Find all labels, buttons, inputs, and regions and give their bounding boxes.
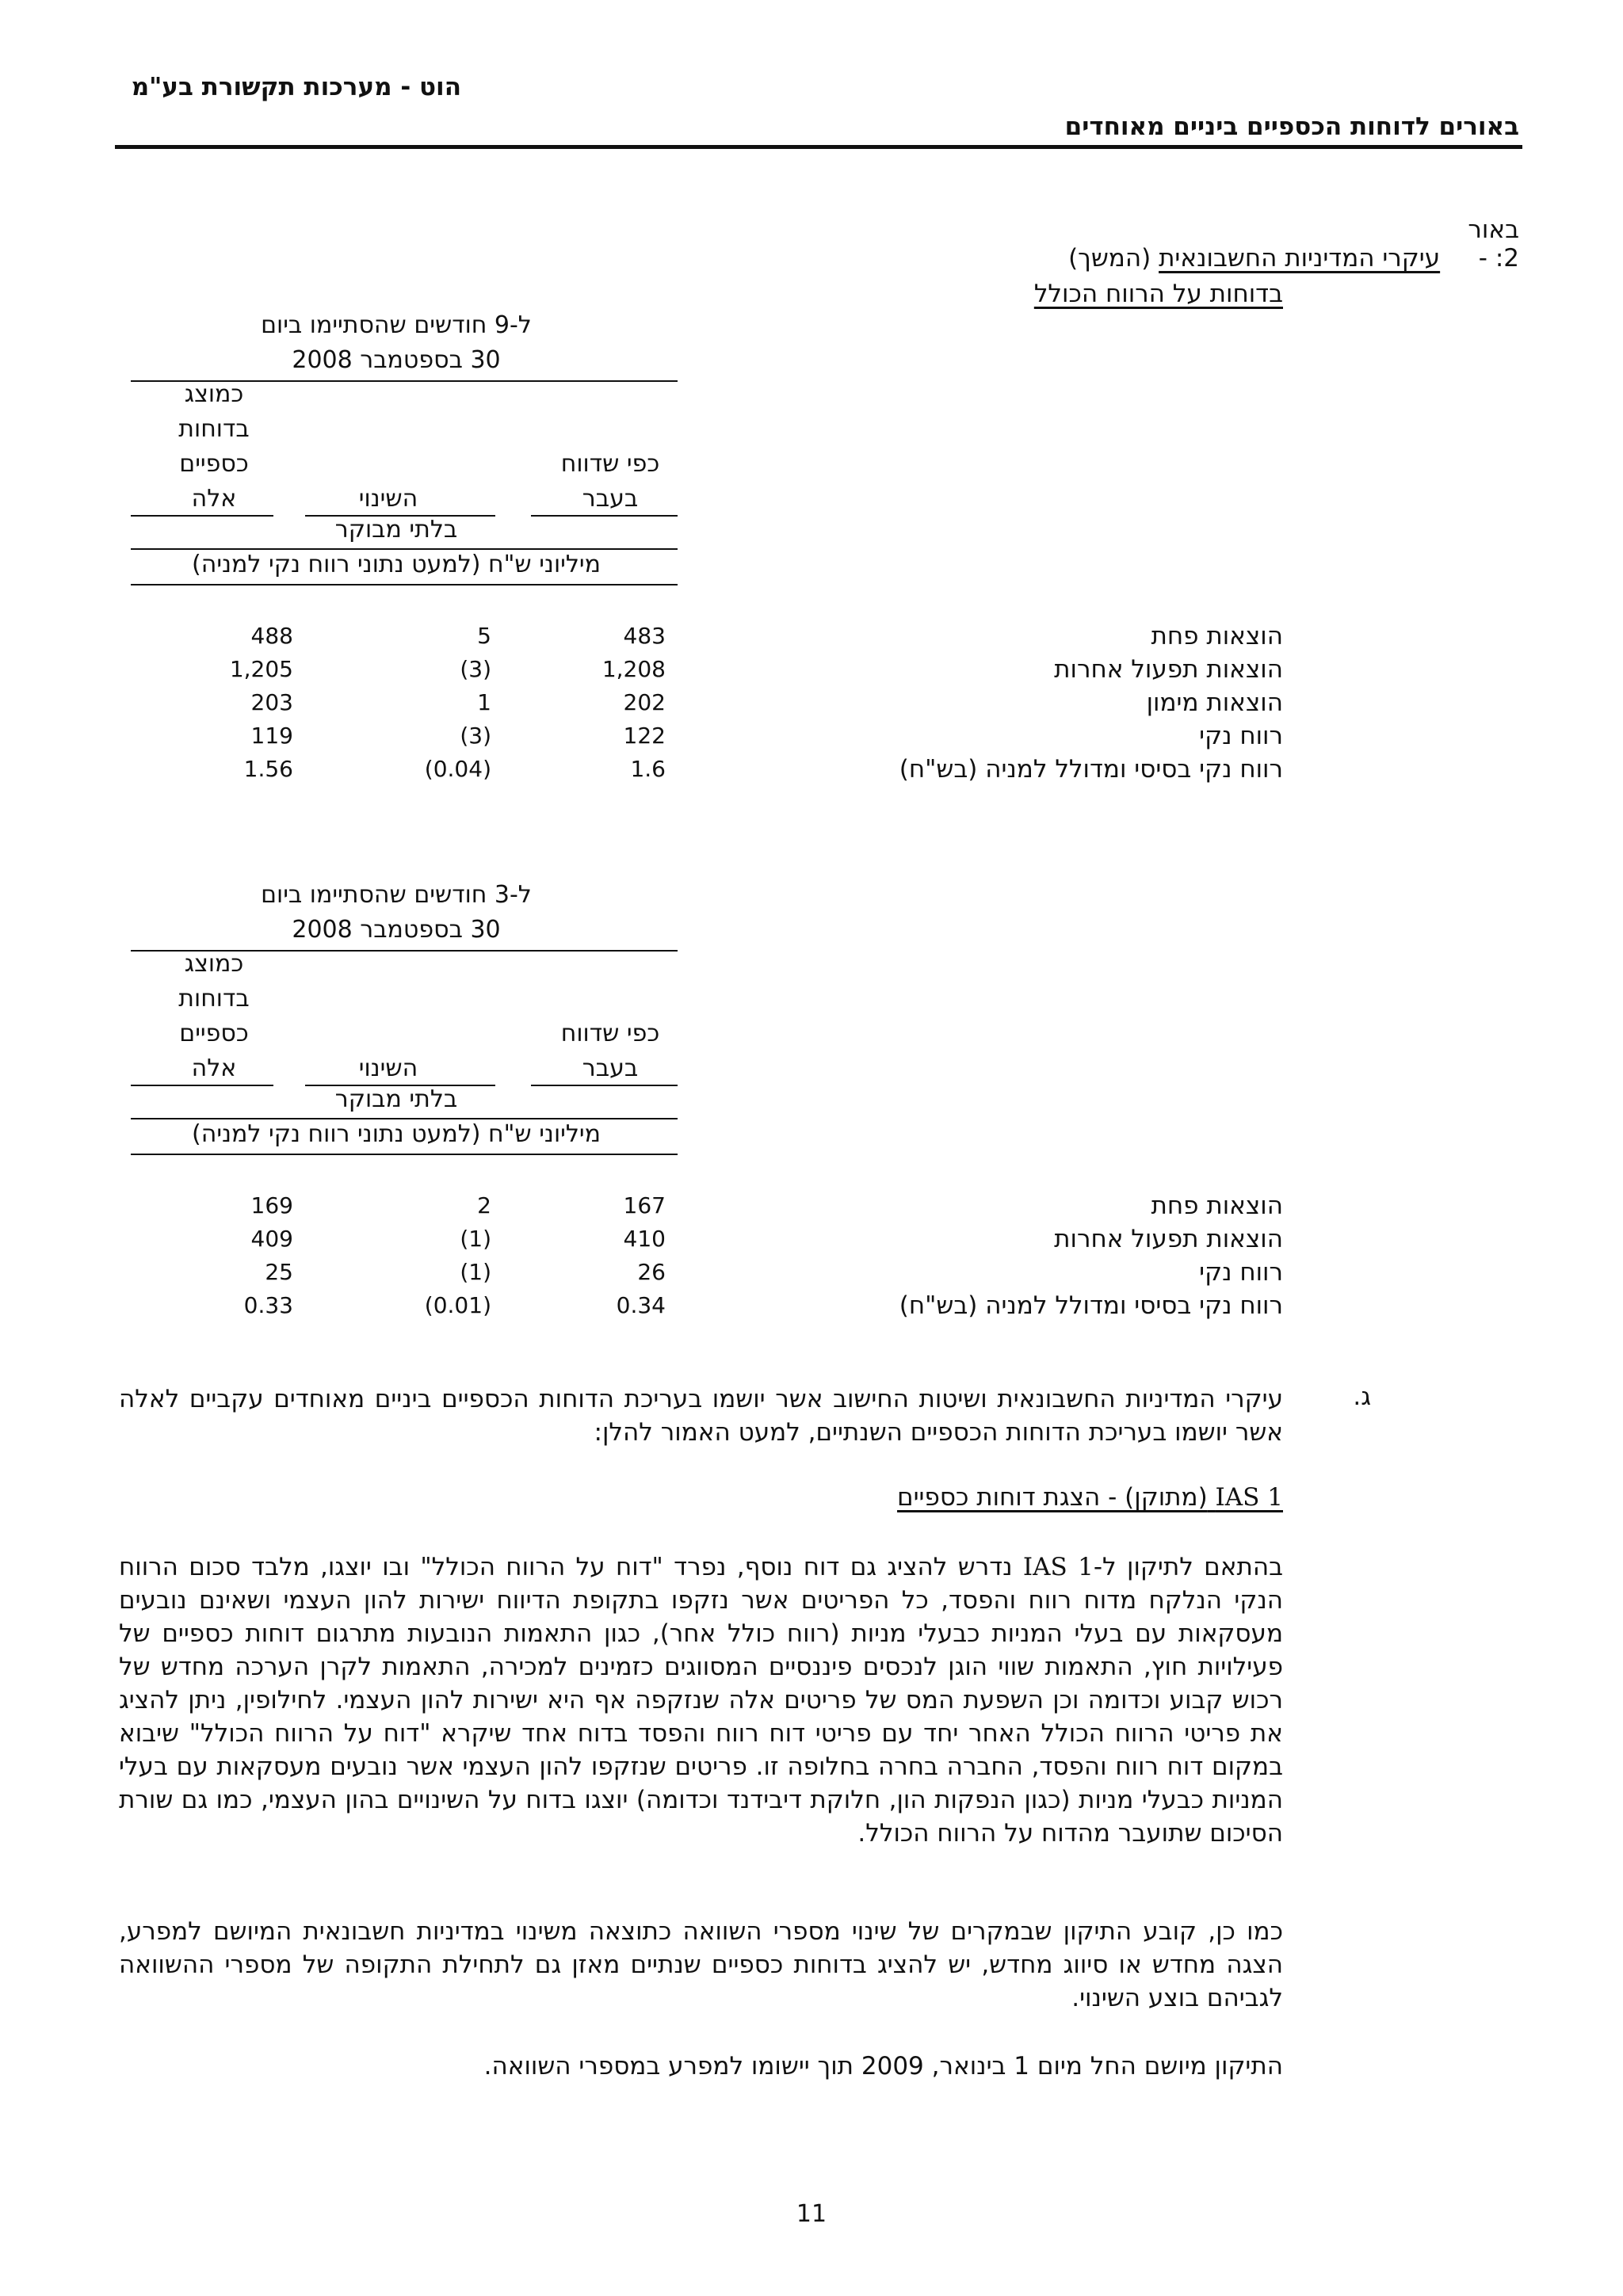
table-row: הוצאות תפעול אחרות 410 (1) 409 [250,1225,1283,1253]
table2-unaudited: בלתי מבוקר [334,1085,458,1113]
ias1-paragraph-2: כמו כן, קובע התיקון שבמקרים של שינוי מספרי השוואה כתוצאה משינוי במדיניות חשבונאית המיושם למפרע, הצגה מחדש או סיווג מחדש, יש להציג בדוחות כספיים שנתיים מאזן גם לתחילת התקופה של מספרי ההשוואה לגביהם בוצע השינוי. [119,1917,1283,2012]
ias1-code: IAS 1 [1215,1483,1283,1512]
ias1-paragraph-3: התיקון מיושם החל מיום 1 בינואר, 2009 תוך יישומו למפרע במספרי השוואה. [483,2052,1283,2081]
note-title: עיקרי המדיניות החשבונאית [1159,244,1441,273]
section-g-marker: ג. [1353,1383,1371,1411]
ias1-title: (מתוקן) - הצגת דוחות כספיים [897,1483,1208,1512]
table1-col-presented: כמוצג בדוחות כספיים אלה [178,380,250,513]
table2-rule-unaudited [131,1118,678,1119]
table-row: הוצאות תפעול אחרות 1,208 (3) 1,205 [229,655,1283,684]
ias1-paragraph-1: בהתאם לתיקון ל-IAS 1 נדרש להציג גם דוח נוסף, נפרד "דוח על הרווח הכולל" ובו יוצגו, מלבד סכום הרווח הנקי הנלקח מדוח רווח והפסד, כל הפריטים אשר נזקפו בתקופת הדיווח ישירות להון העצמי ושאינם נובעים מעסקאות עם בעלי המניות כבעלי מניות (רווח כולל אחר), כגון התאמות הנובעות מתרגום דוחות כספיים של פעילויות חוץ, התאמות שווי הוגן לנכסים פיננסיים המסווגים כזמינים למכירה, התאמות לקרן הערכה מחדש של רכוש קבוע וכדומה וכן השפעת המס של פריטים אלה שנזקפה אף היא ישירות להון העצמי. לחילופין, ניתן להציג את פריטי הרווח הכולל האחר יחד עם פריטי דוח רווח והפסד בדוח אחד שיקרא "דוח על הרווח הכולל" שיבוא במקום דוח רווח והפסד, החברה בחרה בחלופה זו. פריטים שנזקפו להון העצמי אשר נובעים מעסקאות עם בעלי המניות כבעלי מניות (כגון הנפקות הון, חלוקת דיבידנד וכדומה) יוצגו בדוח על השינויים בהון העצמי, כמו גם שורת הסיכום שתועבר מהדוח על הרווח הכולל. [119,1553,1284,1848]
page-number: 11 [796,2200,827,2228]
table1-rule-units [131,584,678,585]
table-row: רווח נקי בסיסי ומדולל למניה (בש"ח) 0.34 (0.01) 0.33 [243,1291,1283,1320]
table1-unaudited: בלתי מבוקר [334,516,458,543]
table2-col-reported: כפי שדווח בעבר [560,1020,660,1082]
table2-units: מיליוני ש"ח (למעט נתוני רווח נקי למניה) [192,1120,601,1148]
table1-rule-unaudited [131,548,678,550]
table2-col-presented: כמוצג בדוחות כספיים אלה [178,950,250,1082]
ias1-heading [0,1483,1283,1512]
table1-date: 30 בספטמבר 2008 [292,346,501,374]
table1-col-reported: כפי שדווח בעבר [560,450,660,513]
table1-units: מיליוני ש"ח (למעט נתוני רווח נקי למניה) [192,551,601,578]
table1-body [0,620,1623,786]
table-row: הוצאות פחת 483 5 488 [250,622,1283,650]
table-row: רווח נקי בסיסי ומדולל למניה (בש"ח) 1.6 (0.04) 1.56 [243,755,1283,784]
section-subheading: בדוחות על הרווח הכולל [1033,280,1283,308]
table-row: הוצאות פחת 167 2 169 [250,1192,1283,1220]
table2-col-change: השינוי [358,1055,418,1082]
header-rule [115,145,1522,149]
table2-date: 30 בספטמבר 2008 [292,916,501,944]
table2-rule-units [131,1154,678,1155]
note-number: באור 2: - [1468,215,1519,273]
table2-body [0,1189,1623,1322]
table1-period: ל-9 חודשים שהסתיימו ביום [261,311,532,339]
table-row: הוצאות מימון 202 1 203 [250,688,1283,717]
table1-col-change: השינוי [358,485,418,513]
note-heading [0,215,1519,273]
section-g-text: עיקרי המדיניות החשבונאית ושיטות החישוב אשר יושמו בעריכת הדוחות הכספיים ביניים מאוחדים עקביים לאלה אשר יושמו בעריכת הדוחות הכספיים השנתיים, למעט האמור להלן: [119,1385,1283,1447]
table-row: רווח נקי 26 (1) 25 [265,1258,1283,1287]
document-title: באורים לדוחות הכספיים ביניים מאוחדים [1064,113,1519,141]
note-continued: (המשך) [1068,244,1151,273]
company-name: הוט - מערכות תקשורת בע"מ [131,73,461,101]
table-row: רווח נקי 122 (3) 119 [250,722,1283,750]
table2-period: ל-3 חודשים שהסתיימו ביום [261,881,532,909]
